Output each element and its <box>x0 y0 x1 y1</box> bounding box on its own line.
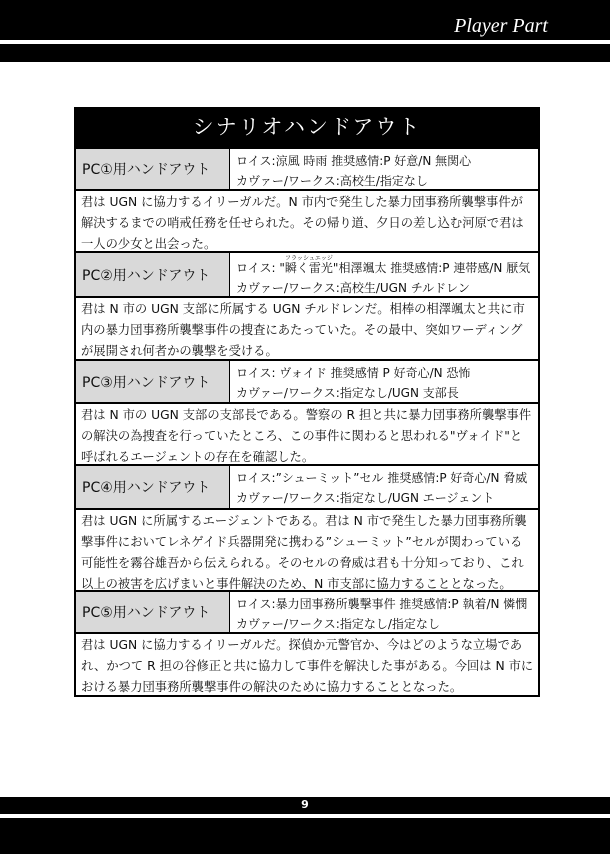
handout-body-pc5: 君は UGN に協力するイリーガルだ。探偵か元警官か、今はどのような立場であれ、かつて R 担の谷修正と共に協力して事件を解決した事がある。今回は N 市における暴力団事務所襲撃事件の解決のために協力することとなった。 <box>76 632 538 695</box>
lois-ruby <box>284 255 333 275</box>
lois-prefix: ロイス: " <box>236 261 285 275</box>
lois-text: ロイス:涼風 時雨 推奨感情:P 好意/N 無関心 <box>236 154 472 168</box>
lois-suffix: "相澤颯太 推奨感情:P 連帯感/N 厭気 <box>332 261 531 275</box>
lois-text: ロイス:”シューミット”セル 推奨感情:P 好奇心/N 脅威 <box>236 471 528 485</box>
handout-body-pc1: 君は UGN に協力するイリーガルだ。N 市内で発生した暴力団事務所襲撃事件が解決するまでの哨戒任務を任せられた。その帰り道、夕日の差し込む河原で君は一人の少女と出会った。 <box>76 189 538 251</box>
page-number: 9 <box>301 798 309 811</box>
handout-label: PC④用ハンドアウト <box>76 466 230 508</box>
table-title: シナリオハンドアウト <box>76 107 538 147</box>
ruby-base: 瞬く雷光 <box>284 261 333 275</box>
cover-works-text: カヴァー/ワークス:指定なし/UGN 支部長 <box>236 386 459 400</box>
handout-label: PC③用ハンドアウト <box>76 361 230 402</box>
handout-header-pc2 <box>76 251 538 296</box>
handout-table <box>74 107 540 697</box>
handout-info <box>230 592 538 632</box>
handout-header-pc3 <box>76 359 538 402</box>
handout-label: PC⑤用ハンドアウト <box>76 592 230 632</box>
handout-header-pc5 <box>76 590 538 632</box>
handout-info <box>230 361 538 402</box>
footer-band-lower <box>0 818 610 854</box>
handout-body-pc4: 君は UGN に所属するエージェントである。君は N 市で発生した暴力団事務所襲撃事件においてレネゲイド兵器開発に携わる”シューミット”セルが関わっている可能性を霧谷雄吾から伝えられる。そのセルの脅威は君も十分知っており、これ以上の被害を広げまいと事件解決のため、N 市支部に協力することとなった。 <box>76 508 538 590</box>
lois-text: ロイス:暴力団事務所襲撃事件 推奨感情:P 執着/N 憐憫 <box>236 597 528 611</box>
lois-text <box>236 255 532 278</box>
cover-works-text: カヴァー/ワークス:指定なし/UGN エージェント <box>236 491 495 505</box>
cover-works-text: カヴァー/ワークス:指定なし/指定なし <box>236 617 440 631</box>
handout-header-pc1 <box>76 147 538 189</box>
cover-works-text: カヴァー/ワークス:高校生/UGN チルドレン <box>236 281 470 295</box>
cover-works-text: カヴァー/ワークス:高校生/指定なし <box>236 174 428 188</box>
handout-label: PC①用ハンドアウト <box>76 149 230 189</box>
handout-info <box>230 253 538 296</box>
handout-info <box>230 466 538 508</box>
handout-body-pc3: 君は N 市の UGN 支部の支部長である。警察の R 担と共に暴力団事務所襲撃事件の解決の為捜査を行っていたところ、この事件に関わると思われる"ヴォイド"と呼ばれるエージェントの存在を確認した。 <box>76 402 538 464</box>
handout-body-pc2: 君は N 市の UGN 支部に所属する UGN チルドレンだ。相棒の相澤颯太と共に市内の暴力団事務所襲撃事件の捜査にあたっていた。その最中、突如ワーディングが展開され何者かの襲撃を受ける。 <box>76 296 538 359</box>
part-title: Player Part <box>454 15 548 37</box>
handout-label: PC②用ハンドアウト <box>76 253 230 296</box>
lois-text: ロイス: ヴォイド 推奨感情 P 好奇心/N 恐怖 <box>236 366 471 380</box>
handout-info <box>230 149 538 189</box>
header-band-lower <box>0 44 610 62</box>
ruby-text: フラッシュエッジ <box>284 255 333 262</box>
handout-header-pc4 <box>76 464 538 508</box>
